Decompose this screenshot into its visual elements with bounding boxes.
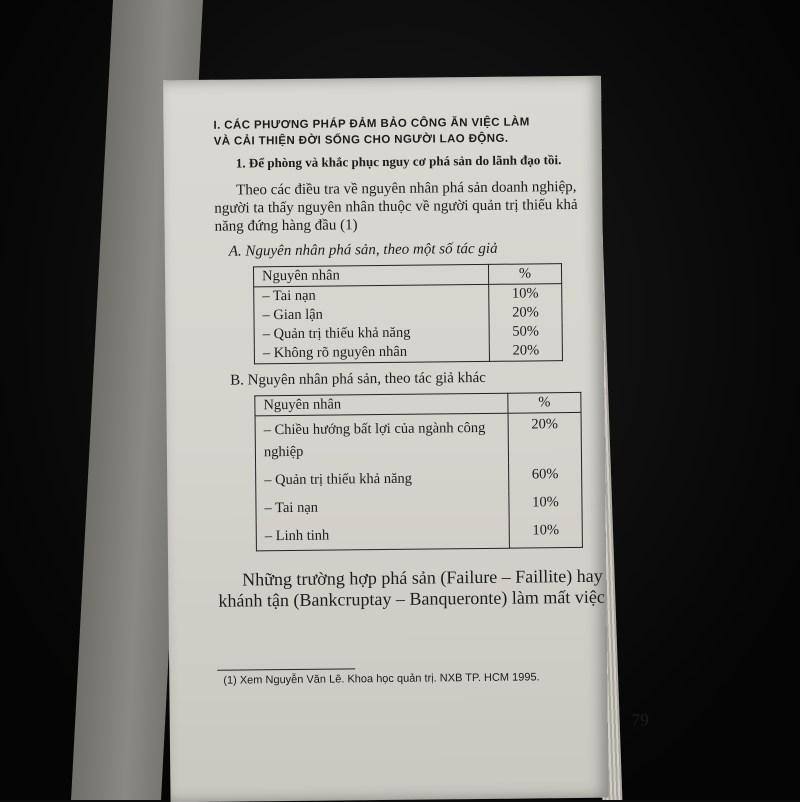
table-a [253,263,563,364]
table-b-header-cause: Nguyên nhân [255,393,508,416]
section-heading-line2: VÀ CẢI THIỆN ĐỜI SỐNG CHO NGƯỜI LAO ĐỘNG. [213,132,509,148]
table-b [254,392,583,551]
book-page [163,76,649,802]
footnote-rule [217,668,355,670]
table-row [254,341,562,364]
table-row [256,463,582,494]
table-a-pct: 10% [489,284,562,304]
table-b-pct: 10% [509,491,582,520]
table-b-cause: – Tai nạn [256,492,509,523]
table-a-cause: – Gian lận [254,304,489,325]
table-b-pct: 20% [508,412,582,463]
table-a-pct: 20% [489,303,562,323]
section-heading-line1: I. CÁC PHƯƠNG PHÁP ĐẢM BẢO CÔNG ĂN VIỆC LÀM [213,116,530,132]
table-a-header-cause: Nguyên nhân [253,264,488,286]
table-b-pct: 10% [509,519,582,548]
table-b-header-pct: % [508,392,581,413]
footnote: (1) Xem Nguyễn Văn Lê. Khoa học quản trị. NXB TP. HCM 1995. [223,671,540,687]
table-a-pct: 20% [489,341,562,361]
table-a-caption: A. Nguyên nhân phá sản, theo một số tác giả [228,240,498,260]
intro-paragraph: Theo các điều tra về nguyên nhân phá sản doanh nghiệp, người ta thấy nguyên nhân thuộc về người quản trị thiếu khả năng đứng hàng đầu (1) [214,178,578,235]
page-number: 79 [631,710,649,730]
table-a-cause: – Tai nạn [254,284,489,306]
table-row [256,491,582,522]
table-row [255,412,582,466]
table-b-cause: – Linh tinh [256,520,509,551]
table-a-cause: – Quản trị thiếu khả năng [254,323,489,344]
table-row [256,519,582,551]
table-b-cause: – Quản trị thiếu khả năng [256,464,509,495]
table-a-cause: – Không rõ nguyên nhân [254,342,489,364]
table-b-pct: 60% [509,463,582,492]
table-b-cause: – Chiều hướng bất lợi của ngành công nghiệp [255,413,509,466]
table-b-caption: B. Nguyên nhân phá sản, theo tác giả khác [230,369,486,389]
subsection-heading: 1. Để phòng và khắc phục nguy cơ phá sản do lãnh đạo tồi. [235,152,562,171]
table-a-header-pct: % [488,264,561,285]
closing-paragraph: Những trường hợp phá sản (Failure – Faillite) hay khánh tận (Bankcruptay – Banqueronte) làm mất việc [218,565,605,611]
table-a-pct: 50% [489,322,562,342]
page-content [213,114,607,687]
